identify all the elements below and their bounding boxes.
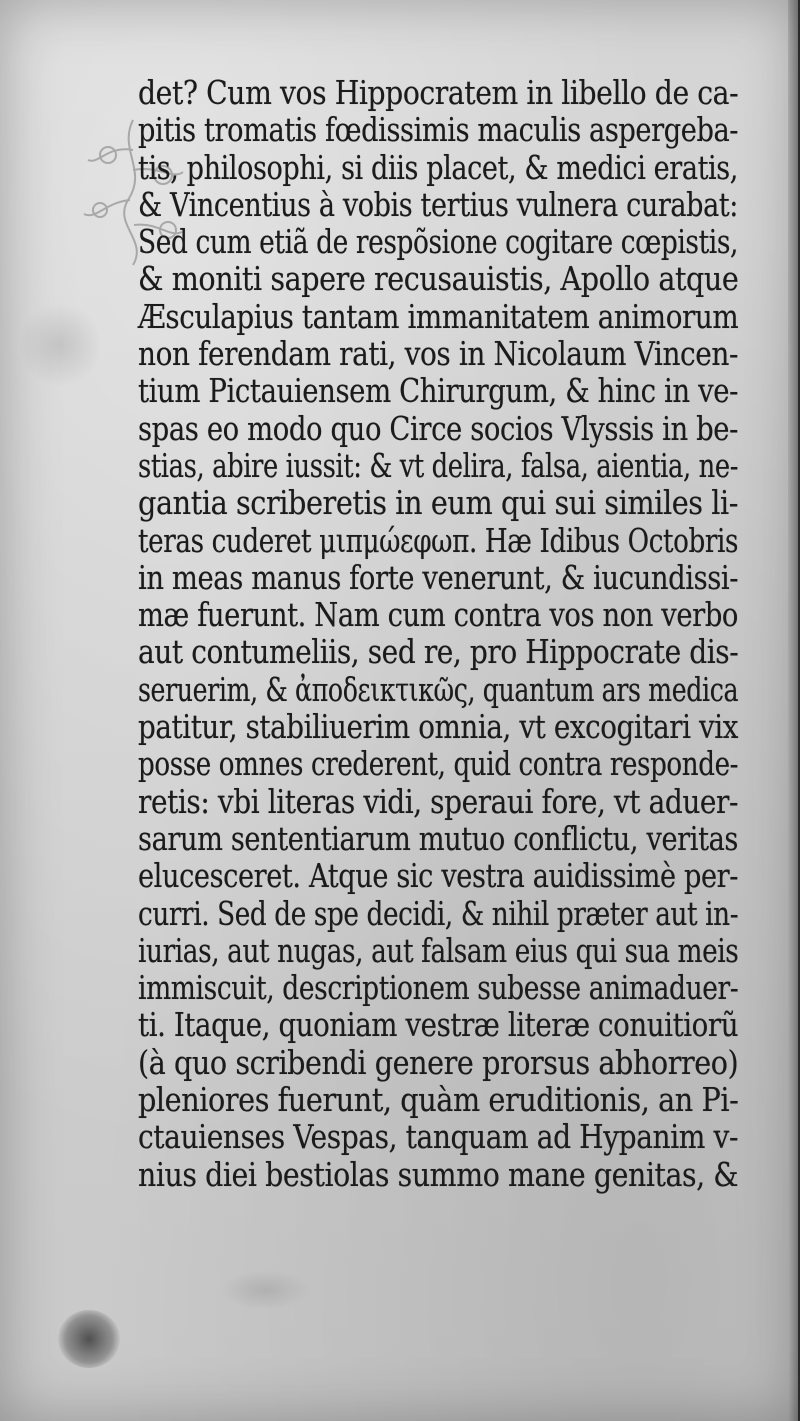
page-stain	[20, 300, 100, 390]
text-line: iurias, aut nugas, aut falsam eius qui sua meis	[138, 930, 739, 970]
text-line: posse omnes crederent, quid contra responde-	[138, 744, 739, 784]
text-line: Sed cum etiã de respõsione cogitare cœpistis,	[138, 222, 739, 262]
text-line: spas eo modo quo Circe socios Vlyssis in be-	[138, 408, 739, 448]
text-line: tis, philosophi, si diis placet, & medici eratis,	[138, 147, 739, 187]
text-line: in meas manus forte venerunt, & iucundissi-	[138, 557, 739, 597]
ink-blot	[58, 1310, 120, 1368]
text-line: immiscuit, descriptionem subesse animaduer-	[138, 968, 739, 1008]
text-line: pleniores fuerunt, quàm eruditionis, an Pi-	[138, 1080, 739, 1120]
text-line: Æsculapius tantam immanitatem animorum	[138, 296, 739, 336]
text-line: ctauienses Vespas, tanquam ad Hypanim v-	[138, 1117, 739, 1157]
text-line: patitur, stabiliuerim omnia, vt excogitari vix	[138, 707, 738, 747]
text-line: det? Cum vos Hippocratem in libello de ca-	[138, 73, 739, 112]
text-line: non ferendam rati, vos in Nicolaum Vincen-	[138, 334, 739, 374]
page-stain	[220, 1270, 310, 1310]
text-line: aut contumeliis, sed re, pro Hippocrate dis-	[138, 632, 739, 672]
page-edge	[788, 0, 798, 1421]
text-line: curri. Sed de spe decidi, & nihil præter aut in-	[138, 893, 739, 933]
text-line: retis: vbi literas vidi, speraui fore, vt aduer-	[138, 781, 739, 821]
text-line: & moniti sapere recusauistis, Apollo atque	[138, 259, 739, 299]
text-line: tium Pictauiensem Chirurgum, & hinc in ve-	[138, 371, 739, 411]
text-line: teras cuderet μιπμώεφωπ. Hæ Idibus Octobris	[138, 520, 739, 560]
body-text	[138, 74, 738, 1193]
text-line: & Vincentius à vobis tertius vulnera curabat:	[138, 184, 739, 224]
text-line: seruerim, & ἀποδεικτικῶς, quantum ars medica	[138, 669, 739, 709]
text-line: (à quo scribendi genere prorsus abhorreo)	[138, 1042, 739, 1082]
text-line: mæ fuerunt. Nam cum contra vos non verbo	[138, 595, 739, 635]
text-line: nius diei bestiolas summo mane genitas, &	[138, 1154, 739, 1194]
text-line: gantia scriberetis in eum qui sui similes li-	[138, 483, 739, 523]
text-line: pitis tromatis fœdissimis maculis aspergeba-	[138, 110, 739, 150]
text-line: ti. Itaque, quoniam vestræ literæ conuitiorũ	[138, 1005, 739, 1045]
text-line: sarum sententiarum mutuo conflictu, veritas	[138, 818, 738, 858]
text-line: elucesceret. Atque sic vestra auidissimè per-	[138, 856, 739, 896]
text-line: stias, abire iussit: & vt delira, falsa, aientia, ne-	[138, 445, 739, 485]
